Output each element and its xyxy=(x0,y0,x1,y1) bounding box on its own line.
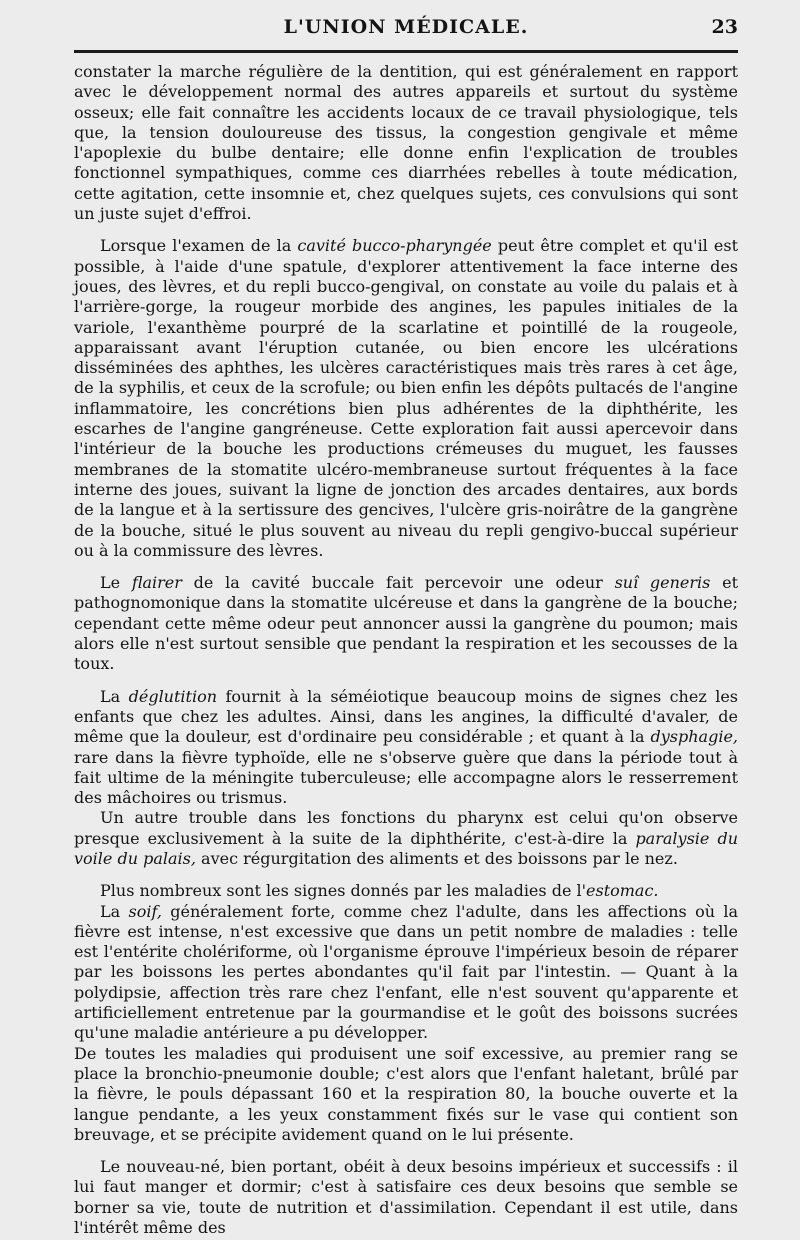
paragraph-bronchio-pneumonie: De toutes les maladies qui produisent une soif excessive, au premier rang se place la bronchio-pneumonie double; c'est alors que l'enfant haletant, brûlé par la fièvre, le pouls dépassant 160 et la respiration 80, la bouche ouverte et la langue pendante, a les yeux constamment fixés sur le vase qui contient son breuvage, et se précipite avidement quand on le lui présente. xyxy=(74,1043,738,1144)
term-dysphagie: dysphagie, xyxy=(650,727,738,747)
running-title: L'UNION MÉDICALE. xyxy=(283,16,529,38)
term-cavite-bucco-pharyngee: cavité bucco-pharyngée xyxy=(297,236,492,256)
paragraph-dentition: constater la marche régulière de la dentition, qui est généralement en rapport avec le développement normal des autres appareils et surtout du système osseux; elle fait connaître les accidents locaux de ce travail physiologique, tels que, la tension douloureuse des tissus, la congestion gengivale et même l'apoplexie du bulbe dentaire; elle donne enfin l'explication de troubles fonctionnel sympathiques, comme ces diarrhées rebelles à toute médication, cette agitation, cette insomnie et, chez quelques sujets, ces convulsions qui sont un juste sujet d'effroi. xyxy=(74,62,738,224)
page-number: 23 xyxy=(711,16,738,38)
term-sui-generis: suî generis xyxy=(614,573,711,593)
paragraph-flairer: Le flairer de la cavité buccale fait percevoir une odeur suî generis et pathognomonique dans la stomatite ulcéreuse et dans la gangrène de la bouche; cependant cette même odeur peut annoncer aussi la gangrène du poumon; mais alors elle n'est surtout sensible que pendant la respiration et les secousses de la toux. xyxy=(74,573,739,674)
term-soif: soif, xyxy=(128,901,162,921)
body-text xyxy=(74,62,738,1238)
paragraph-estomac: Plus nombreux sont les signes donnés par les maladies de l'estomac. xyxy=(100,881,659,901)
term-flairer: flairer xyxy=(131,573,182,593)
header-rule xyxy=(74,50,738,53)
paragraph-deglutition: La déglutition fournit à la séméiotique beaucoup moins de signes chez les enfants que chez les adultes. Ainsi, dans les angines, la difficulté d'avaler, de même que la douleur, est d'ordinaire peu considérable ; et quant à la dysphagie, rare dans la fièvre typhoïde, elle ne s'observe guère que dans la période tout à fait ultime de la méningite tuberculeuse; elle accompagne alors le resserrement des mâchoires ou trismus. xyxy=(74,686,739,808)
term-estomac: estomac. xyxy=(586,881,659,901)
page-header xyxy=(74,16,738,46)
paragraph-cavite-bucco-pharyngee: Lorsque l'examen de la cavité bucco-pharyngée peut être complet et qu'il est possible, à l'aide d'une spatule, d'explorer attentivement la face interne des joues, des lèvres, et du repli bucco-gengival, on constate au voile du palais et à l'arrière-gorge, la rougeur morbide des angines, les papules initiales de la variole, l'exanthème pourpré de la scarlatine et pointillé de la rougeole, apparaissant avant l'éruption cutanée, ou bien encore les ulcérations disséminées des aphthes, les ulcères caractéristiques mais très rares à cet âge, de la syphilis, et ceux de la scrofule; ou bien enfin les dépôts pultacés de l'angine inflammatoire, les concrétions bien plus adhérentes de la diphthérite, les escarhes de l'angine gangréneuse. Cette exploration fait aussi apercevoir dans l'intérieur de la bouche les productions crémeuses du muguet, les fausses membranes de la stomatite ulcéro-membraneuse surtout fréquentes à la face interne des joues, suivant la ligne de jonction des arcades dentaires, aux bords de la langue et à la sertissure des gencives, l'ulcère gris-noirâtre de la gangrène de la bouche, situé le plus souvent au niveau du repli gengivo-buccal supérieur ou à la commissure des lèvres. xyxy=(74,236,739,560)
term-paralysie-voile-palais: paralysie du voile du palais, xyxy=(74,828,738,868)
paragraph-nouveau-ne: Le nouveau-né, bien portant, obéit à deux besoins impérieux et successifs : il lui faut manger et dormir; c'est à satisfaire ces deux besoins que semble se borner sa vie, toute de nutrition et d'assimilation. Cependant il est utile, dans l'intérêt même des xyxy=(74,1157,738,1238)
paragraph-soif: La soif, généralement forte, comme chez l'adulte, dans les affections où la fièvre est intense, n'est excessive que dans un petit nombre de maladies : telle est l'entérite cholériforme, où l'organisme éprouve l'impérieux besoin de réparer par les boissons les pertes abondantes qu'il fait par l'intestin. — Quant à la polydipsie, affection très rare chez l'enfant, elle n'est souvent qu'apparente et artificiellement entretenue par la gourmandise et le goût des boissons sucrées qu'une maladie antérieure a pu développer. xyxy=(74,901,739,1043)
paragraph-pharynx: Un autre trouble dans les fonctions du pharynx est celui qu'on observe presque exclusivement à la suite de la diphthérite, c'est-à-dire la paralysie du voile du palais, avec régurgitation des aliments et des boissons par le nez. xyxy=(74,808,738,868)
term-deglutition: déglutition xyxy=(128,686,218,706)
